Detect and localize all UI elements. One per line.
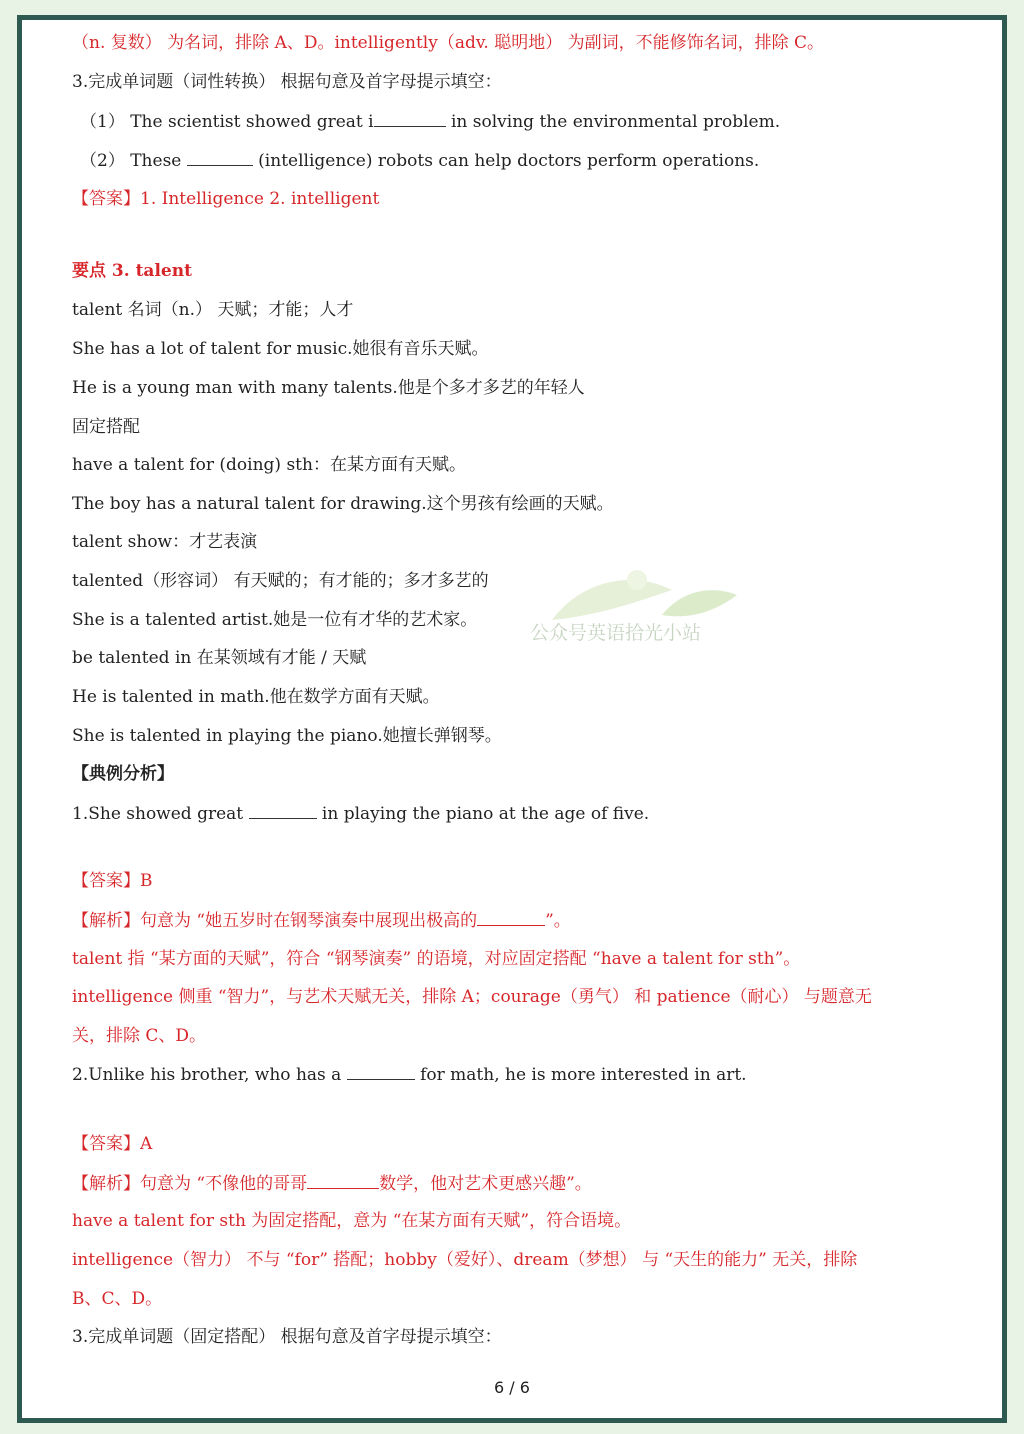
explanation-line (72, 1172, 982, 1195)
question-item (80, 110, 982, 133)
answer-blank (187, 149, 253, 166)
answer-line: 【答案】1. Intelligence 2. intelligent (72, 189, 380, 209)
page-frame (17, 15, 1007, 1423)
answer-blank (307, 1172, 379, 1189)
example-sentence: She is a talented artist.她是一位有才华的艺术家。 (72, 610, 478, 630)
explanation-line: have a talent for sth 为固定搭配，意为 “在某方面有天赋”，符合语境。 (72, 1211, 632, 1231)
answer-blank (374, 110, 446, 127)
analysis-heading: 【典例分析】 (72, 764, 174, 784)
question-text: 1.She showed great (72, 804, 249, 824)
question-text: (intelligence) robots can help doctors perform operations. (252, 151, 760, 171)
question-heading: 3.完成单词题（词性转换） 根据句意及首字母提示填空： (72, 72, 502, 92)
definition-line: talented（形容词） 有天赋的；有才能的；多才多艺的 (72, 571, 489, 591)
document-page (22, 20, 1002, 1418)
explanation-line (72, 909, 982, 932)
explanation-line: （n. 复数） 为名词，排除 A、D。intelligently（adv. 聪明地） 为副词，不能修饰名词，排除 C。 (72, 33, 825, 53)
explanation-text: 数学，他对艺术更感兴趣”。 (379, 1174, 592, 1194)
question-text: in solving the environmental problem. (445, 112, 781, 132)
answer-blank (347, 1063, 415, 1080)
explanation-text: 【解析】句意为 “不像他的哥哥 (72, 1174, 308, 1194)
subheading: 固定搭配 (72, 417, 140, 437)
explanation-line: B、C、D。 (72, 1289, 163, 1309)
answer-line: 【答案】A (72, 1134, 153, 1154)
example-sentence: He is a young man with many talents.他是个多才多艺的年轻人 (72, 378, 585, 398)
collocation-line: have a talent for (doing) sth：在某方面有天赋。 (72, 455, 466, 475)
question-item (80, 149, 982, 172)
answer-blank (477, 909, 545, 926)
definition-line: talent 名词（n.） 天赋；才能；人才 (72, 300, 354, 320)
collocation-line: be talented in 在某领域有才能 / 天赋 (72, 648, 367, 668)
explanation-line: 关，排除 C、D。 (72, 1026, 207, 1046)
explanation-line: talent 指 “某方面的天赋”，符合 “钢琴演奏” 的语境，对应固定搭配 “have a talent for sth”。 (72, 949, 801, 969)
question-item (72, 1063, 982, 1086)
question-text: in playing the piano at the age of five. (316, 804, 650, 824)
example-sentence: She is talented in playing the piano.她擅长弹钢琴。 (72, 726, 502, 746)
section-heading: 要点 3. talent (72, 261, 192, 281)
question-heading: 3.完成单词题（固定搭配） 根据句意及首字母提示填空： (72, 1327, 502, 1347)
question-text: for math, he is more interested in art. (414, 1065, 747, 1085)
watermark-text: 公众号英语拾光小站 (530, 622, 702, 644)
collocation-line: talent show：才艺表演 (72, 532, 258, 552)
explanation-line: intelligence 侧重 “智力”，与艺术天赋无关，排除 A；courage（勇气） 和 patience（耐心） 与题意无 (72, 987, 872, 1007)
page-number: 6 / 6 (494, 1378, 530, 1397)
explanation-line: intelligence（智力） 不与 “for” 搭配；hobby（爱好）、dream（梦想） 与 “天生的能力” 无关，排除 (72, 1250, 858, 1270)
example-sentence: He is talented in math.他在数学方面有天赋。 (72, 687, 440, 707)
question-text: （1） The scientist showed great i (80, 112, 374, 132)
answer-blank (249, 802, 317, 819)
question-item (72, 802, 982, 825)
example-sentence: The boy has a natural talent for drawing.这个男孩有绘画的天赋。 (72, 494, 614, 514)
question-text: （2） These (80, 151, 187, 171)
question-text: 2.Unlike his brother, who has a (72, 1065, 347, 1085)
answer-line: 【答案】B (72, 871, 153, 891)
explanation-text: 【解析】句意为 “她五岁时在钢琴演奏中展现出极高的 (72, 911, 478, 931)
explanation-text: ”。 (545, 911, 571, 931)
example-sentence: She has a lot of talent for music.她很有音乐天赋。 (72, 339, 489, 359)
